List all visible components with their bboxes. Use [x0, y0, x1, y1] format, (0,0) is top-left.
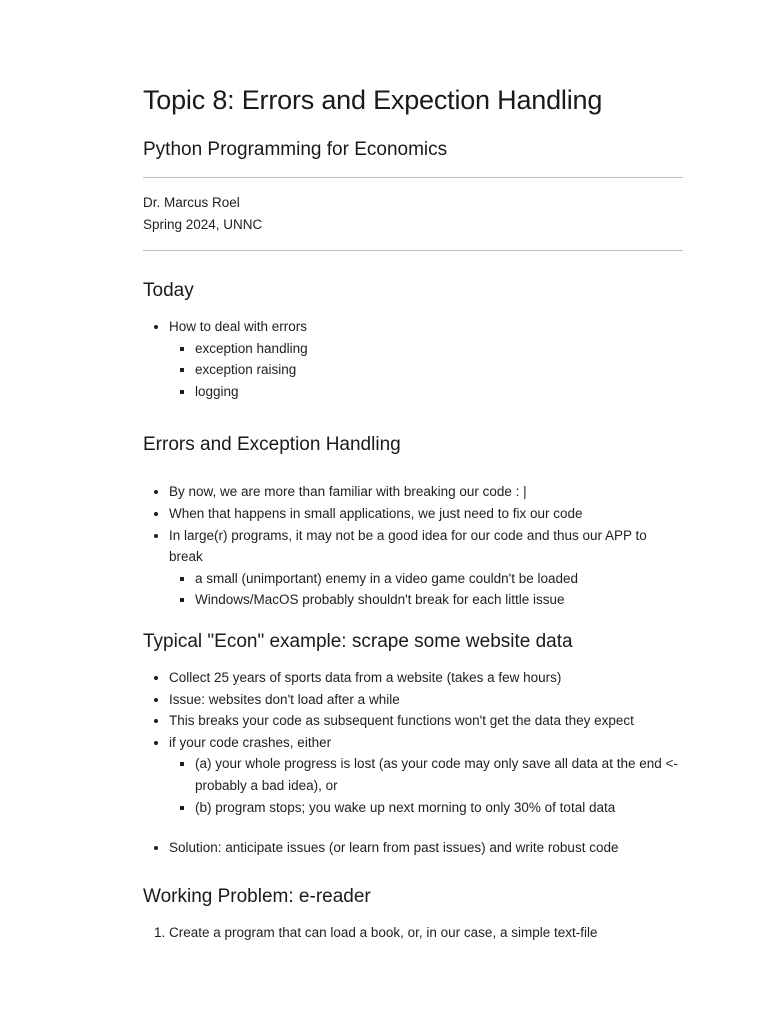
list-item: ▪ logging — [195, 381, 683, 403]
today-list — [143, 316, 683, 402]
list-item: ▪ (b) program stops; you wake up next morning to only 30% of total data — [195, 797, 683, 819]
list-item: • When that happens in small applications, we just need to fix our code — [169, 503, 683, 525]
list-item: ▪ (a) your whole progress is lost (as your code may only save all data at the end <- probably a bad idea), or — [195, 753, 683, 796]
section-heading-econ-example: Typical "Econ" example: scrape some website data — [143, 630, 573, 652]
page-subtitle: Python Programming for Economics — [143, 139, 448, 160]
list-item: • By now, we are more than familiar with breaking our code : | — [169, 481, 683, 503]
document-content — [143, 84, 683, 943]
list-item: • Collect 25 years of sports data from a website (takes a few hours) — [169, 667, 683, 689]
econ-list — [143, 667, 683, 818]
econ-sublist — [169, 753, 683, 818]
list-item: • In large(r) programs, it may not be a good idea for our code and thus our APP to break ▪ a small (unimportant) enemy in a video game couldn't be loaded ▪ Windows/MacOS probably shouldn't break for each little issue — [169, 525, 683, 611]
list-item: ▪ exception raising — [195, 359, 683, 381]
list-item: • if your code crashes, either ▪ (a) your whole progress is lost (as your code may only save all data at the end <- probably a bad idea), or ▪ (b) program stops; you wake up next morning to only 30% of total data — [169, 732, 683, 818]
working-problem-list — [143, 922, 683, 944]
divider — [143, 177, 683, 178]
section-heading-errors: Errors and Exception Handling — [143, 434, 401, 456]
section-heading-working-problem: Working Problem: e-reader — [143, 885, 371, 907]
today-sublist — [169, 338, 683, 403]
page-title: Topic 8: Errors and Expection Handling — [143, 85, 603, 115]
list-item: ▪ exception handling — [195, 338, 683, 360]
list-item: • Issue: websites don't load after a while — [169, 689, 683, 711]
list-item: • This breaks your code as subsequent functions won't get the data they expect — [169, 710, 683, 732]
author-block — [143, 192, 683, 236]
solution-list — [143, 837, 683, 859]
errors-sublist — [169, 568, 683, 611]
list-item: • How to deal with errors ▪ exception handling ▪ exception raising ▪ logging — [169, 316, 683, 402]
list-item: ▪ a small (unimportant) enemy in a video game couldn't be loaded — [195, 568, 683, 590]
author-name: Dr. Marcus Roel — [143, 195, 240, 210]
list-item: ▪ Windows/MacOS probably shouldn't break for each little issue — [195, 589, 683, 611]
errors-list — [143, 481, 683, 611]
list-item: • Solution: anticipate issues (or learn from past issues) and write robust code — [169, 837, 683, 859]
divider — [143, 250, 683, 251]
section-heading-today: Today — [143, 280, 194, 301]
author-term: Spring 2024, UNNC — [143, 217, 263, 232]
list-item: 1. Create a program that can load a book, or, in our case, a simple text-file — [169, 922, 683, 944]
